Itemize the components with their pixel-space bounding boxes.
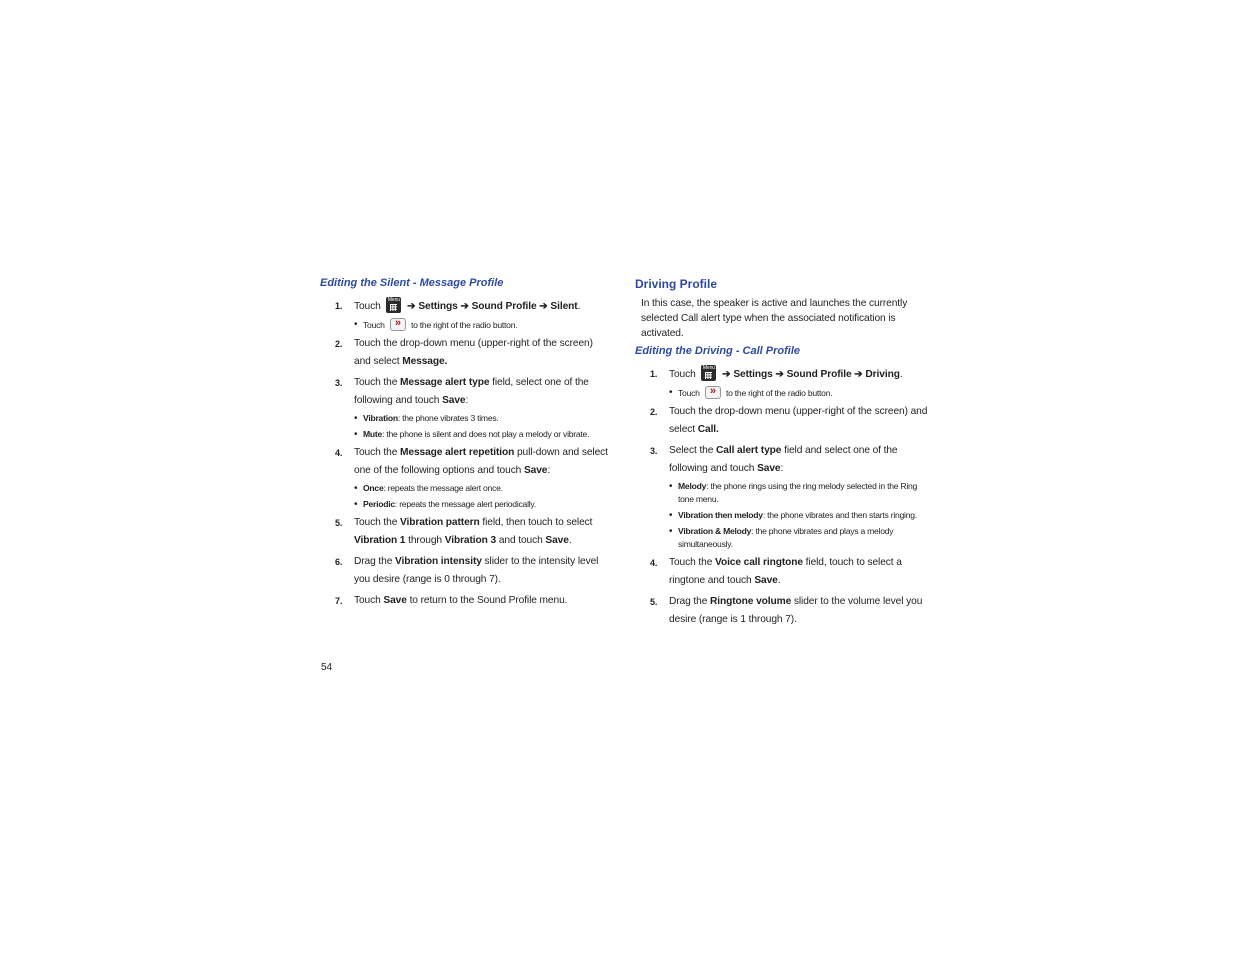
step-item: 4. Touch the Message alert repetition pull-down and select one of the following options and touch Save: • Once: repeats the message alert once. • Periodic: repeats the message alert periodically. [320, 444, 610, 511]
page-number: 54 [321, 662, 333, 673]
list-item: • Once: repeats the message alert once. [354, 482, 610, 495]
section-heading-silent-message: Editing the Silent - Message Profile [320, 277, 504, 289]
list-item: • Touch » to the right of the radio button. [354, 318, 610, 332]
step-item: 1. Touch Menu ➔ Settings ➔ Sound Profile ➔ Silent. • Touch » to the right of the radio button. [320, 297, 610, 332]
section-heading-driving-profile: Driving Profile [635, 277, 718, 291]
step-item: 2. Touch the drop-down menu (upper-right of the screen) and select Message. [335, 338, 593, 367]
list-item: • Touch » to the right of the radio button. [669, 386, 930, 400]
driving-intro-text: In this case, the speaker is active and launches the currently selected Call alert type when the associated notification is activated. [641, 298, 908, 339]
list-item: • Mute: the phone is silent and does not play a melody or vibrate. [354, 428, 610, 441]
menu-icon: Menu [386, 297, 401, 313]
left-column [320, 276, 610, 610]
step-item: 5. Touch the Vibration pattern field, then touch to select Vibration 1 through Vibration 3 and touch Save. [335, 517, 593, 546]
step-item: 4. Touch the Voice call ringtone field, touch to select a ringtone and touch Save. [650, 557, 902, 586]
list-item: • Vibration then melody: the phone vibrates and then starts ringing. [669, 509, 930, 522]
menu-icon: Menu [701, 365, 716, 381]
step-item: 7. Touch Save to return to the Sound Profile menu. [335, 595, 568, 606]
list-item: • Vibration: the phone vibrates 3 times. [354, 412, 610, 425]
step-item: 3. Touch the Message alert type field, select one of the following and touch Save: • Vibration: the phone vibrates 3 times. • Mute: the phone is silent and does not play a melody or vibrate. [320, 374, 610, 441]
forward-arrows-icon: » [390, 318, 406, 331]
section-heading-driving-call: Editing the Driving - Call Profile [635, 345, 801, 357]
list-item: • Periodic: repeats the message alert periodically. [354, 498, 610, 511]
right-column [635, 276, 930, 629]
step-item: 2. Touch the drop-down menu (upper-right of the screen) and select Call. [650, 406, 928, 435]
step-item: 6. Drag the Vibration intensity slider to the intensity level you desire (range is 0 through 7). [335, 556, 599, 585]
list-item: • Vibration & Melody: the phone vibrates and plays a melody simultaneously. [669, 525, 930, 551]
driving-steps-list [635, 365, 930, 629]
step-item: 1. Touch Menu ➔ Settings ➔ Sound Profile ➔ Driving. • Touch » to the right of the radio button. [635, 365, 930, 400]
list-item: • Melody: the phone rings using the ring melody selected in the Ring tone menu. [669, 480, 930, 506]
step-item: 3. Select the Call alert type field and select one of the following and touch Save: • Melody: the phone rings using the ring melody selected in the Ring tone menu. • Vibration then melody: the phone vibrates and then starts ringing. • Vibration & Melody: the phone vibrates and plays a melody simultaneously. [635, 442, 930, 551]
silent-steps-list [320, 297, 610, 610]
forward-arrows-icon: » [705, 386, 721, 399]
step-item: 5. Drag the Ringtone volume slider to the volume level you desire (range is 1 through 7). [650, 596, 923, 625]
